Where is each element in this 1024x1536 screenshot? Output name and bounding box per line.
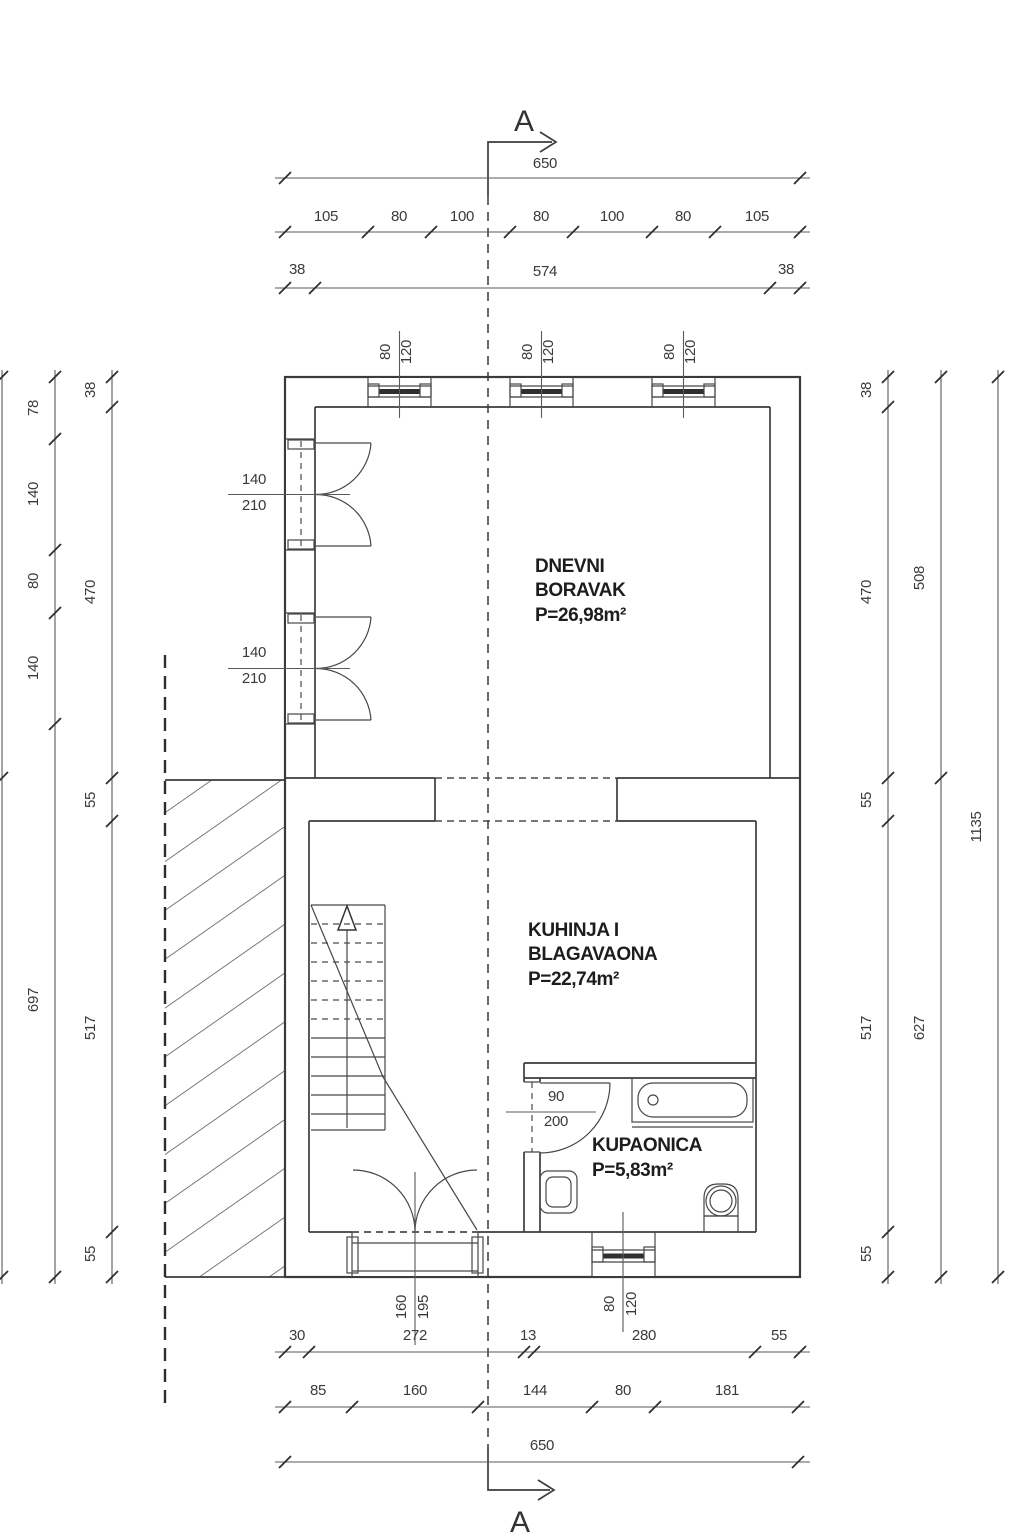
label-openings-window_bottom-w: 80 <box>601 1295 618 1313</box>
walls <box>285 377 800 1277</box>
label-dims-bottom-row2-4: 181 <box>714 1382 740 1399</box>
label-dims-left-outer-0: 78 <box>25 399 42 417</box>
label-dims-top-segments-1: 80 <box>390 208 408 225</box>
label-rooms-living-line1: DNEVNI <box>535 556 605 577</box>
stairs <box>311 905 477 1230</box>
label-openings-windows_top-0-h: 120 <box>398 339 415 365</box>
label-dims-left-outer-4: 697 <box>25 987 42 1013</box>
label-openings-balcony_doors-0-w: 140 <box>241 471 267 488</box>
label-openings-balcony_doors-0-h: 210 <box>241 497 267 514</box>
label-section_markers-bottom: A <box>509 1506 531 1536</box>
label-dims-left-inner-1: 470 <box>82 579 99 605</box>
label-dims-top-overall: 650 <box>532 155 558 172</box>
label-dims-bottom-row2-2: 144 <box>522 1382 548 1399</box>
label-openings-bath_door-h: 200 <box>543 1113 569 1130</box>
label-dims-bottom-row2-0: 85 <box>309 1382 327 1399</box>
sink <box>540 1171 577 1213</box>
label-rooms-bath-line1: KUPAONICA <box>592 1135 703 1156</box>
label-dims-bottom-row1-0: 30 <box>288 1327 306 1344</box>
label-dims-left-outer-2: 80 <box>25 572 42 590</box>
bathtub <box>632 1078 753 1127</box>
label-dims-left-inner-4: 55 <box>82 1245 99 1263</box>
label-openings-entry_door-w: 160 <box>393 1294 410 1320</box>
label-openings-window_bottom-h: 120 <box>623 1291 640 1317</box>
label-rooms-living-line2: BORAVAK <box>535 580 626 601</box>
label-dims-top-walls-0: 38 <box>288 261 306 278</box>
label-dims-bottom-row1-4: 55 <box>770 1327 788 1344</box>
label-dims-right-inner-2: 55 <box>858 791 875 809</box>
balcony-door-symbol <box>228 439 371 550</box>
label-rooms-living-area: P=26,98m² <box>535 605 626 626</box>
label-openings-windows_top-0-w: 80 <box>377 343 394 361</box>
label-openings-bath_door-w: 90 <box>547 1088 565 1105</box>
label-dims-top-segments-3: 80 <box>532 208 550 225</box>
label-openings-windows_top-1-w: 80 <box>519 343 536 361</box>
label-section_markers-top: A <box>513 105 535 138</box>
label-dims-right-inner-0: 38 <box>858 381 875 399</box>
label-dims-top-segments-5: 80 <box>674 208 692 225</box>
balcony-door-symbol <box>228 613 371 724</box>
label-rooms-kitchen-area: P=22,74m² <box>528 969 619 990</box>
label-dims-top-walls-1: 574 <box>532 263 558 280</box>
label-dims-left-inner-3: 517 <box>82 1015 99 1041</box>
label-dims-right-inner-4: 55 <box>858 1245 875 1263</box>
label-dims-bottom-row1-1: 272 <box>402 1327 428 1344</box>
label-dims-right-mid-1: 627 <box>911 1015 928 1041</box>
label-dims-bottom-row2-1: 160 <box>402 1382 428 1399</box>
label-openings-windows_top-1-h: 120 <box>540 339 557 365</box>
label-dims-top-segments-4: 100 <box>599 208 625 225</box>
section-line <box>488 132 556 1500</box>
label-dims-left-outer-1: 140 <box>25 481 42 507</box>
label-openings-balcony_doors-1-h: 210 <box>241 670 267 687</box>
label-dims-bottom-row1-3: 280 <box>631 1327 657 1344</box>
label-dims-left-outer-3: 140 <box>25 655 42 681</box>
label-openings-entry_door-h: 195 <box>415 1294 432 1320</box>
label-rooms-bath-area: P=5,83m² <box>592 1160 673 1181</box>
label-dims-left-inner-0: 38 <box>82 381 99 399</box>
label-dims-bottom-row1-2: 13 <box>519 1327 537 1344</box>
label-dims-right-overall: 1135 <box>968 811 985 843</box>
label-rooms-kitchen-line2: BLAGAVAONA <box>528 944 658 965</box>
label-openings-windows_top-2-w: 80 <box>661 343 678 361</box>
label-dims-bottom-overall: 650 <box>529 1437 555 1454</box>
label-rooms-kitchen-line1: KUHINJA I <box>528 920 619 941</box>
label-dims-top-segments-0: 105 <box>313 208 339 225</box>
label-dims-top-segments-6: 105 <box>744 208 770 225</box>
opening-symbols-layer <box>228 331 715 724</box>
label-dims-left-inner-2: 55 <box>82 791 99 809</box>
label-dims-right-mid-0: 508 <box>911 565 928 591</box>
label-dims-top-walls-2: 38 <box>777 261 795 278</box>
label-openings-windows_top-2-h: 120 <box>682 339 699 365</box>
label-openings-balcony_doors-1-w: 140 <box>241 644 267 661</box>
label-dims-top-segments-2: 100 <box>449 208 475 225</box>
label-dims-right-inner-3: 517 <box>858 1015 875 1041</box>
toilet <box>704 1184 738 1232</box>
hatched-adjacent-area <box>165 780 285 1277</box>
label-dims-bottom-row2-3: 80 <box>614 1382 632 1399</box>
label-dims-right-inner-1: 470 <box>858 579 875 605</box>
dimension-lines-layer <box>0 172 1004 1468</box>
